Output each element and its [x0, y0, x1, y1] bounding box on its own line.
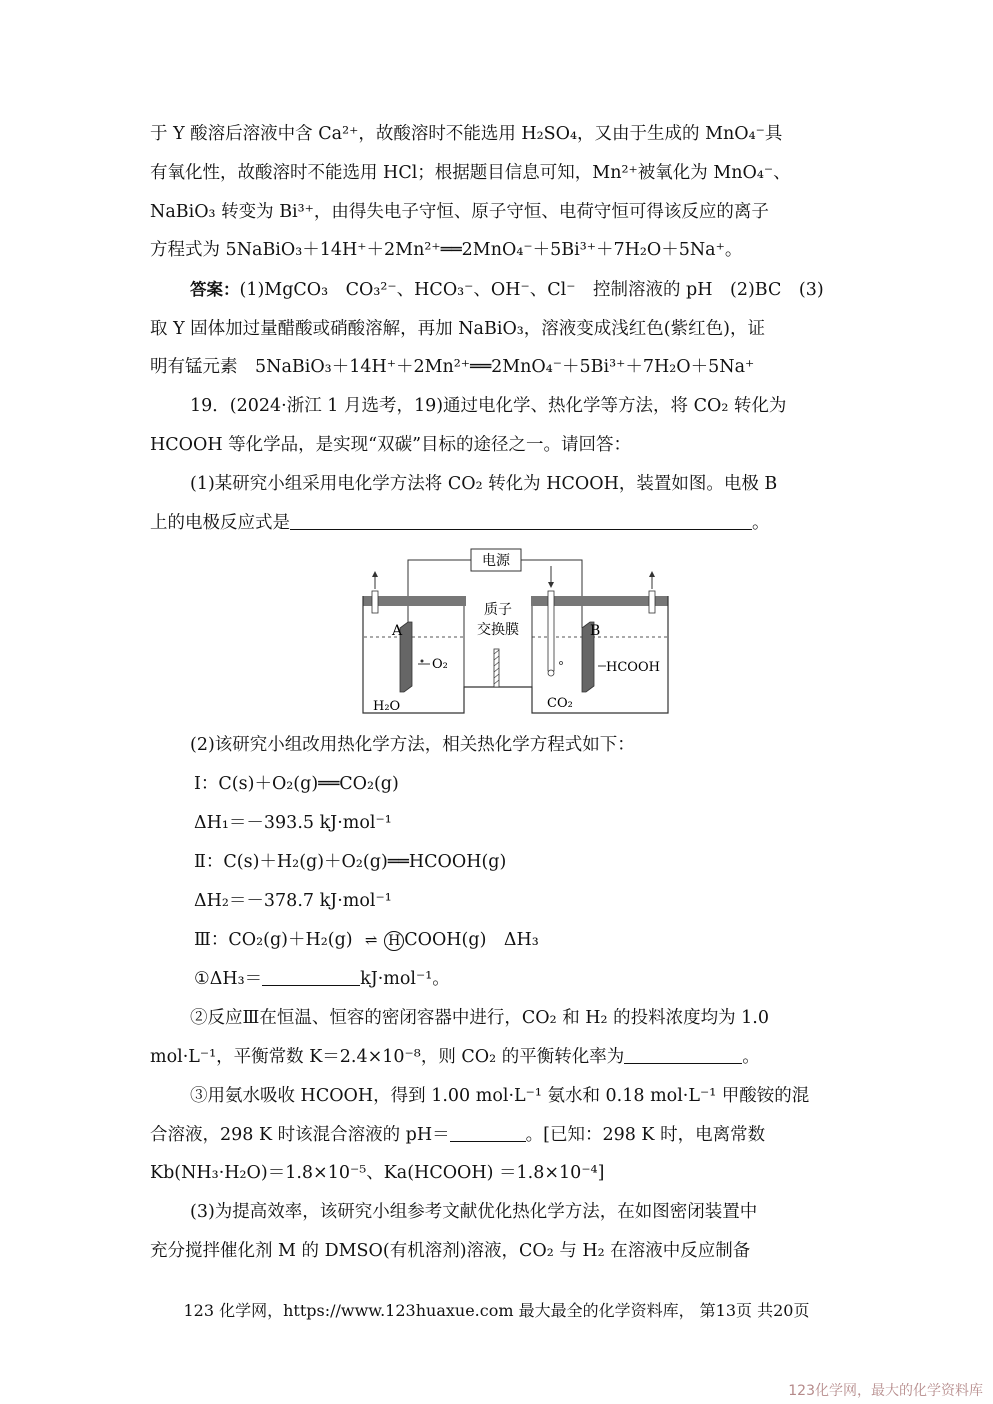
text-line: NaBiO₃ 转变为 Bi³⁺，由得失电子守恒、原子守恒、电荷守恒可得该反应的离子: [150, 202, 769, 222]
text-line: HCOOH 等化学品，是实现“双碳”目标的途径之一。请回答：: [150, 435, 632, 455]
text-line: 有氧化性，故酸溶时不能选用 HCl；根据题目信息可知，Mn²⁺被氧化为 MnO₄⁻、: [150, 163, 791, 183]
question-text: 。: [752, 513, 770, 533]
text-line: 充分搅拌催化剂 M 的 DMSO(有机溶剂)溶液，CO₂ 与 H₂ 在溶液中反应制备: [150, 1241, 751, 1261]
equation-2: Ⅱ：C(s)＋H₂(g)＋O₂(g)══HCOOH(g): [194, 852, 507, 872]
reversible-arrow-icon: ⇌: [364, 931, 378, 949]
text-line: [150, 1045, 850, 1069]
question-text: ①ΔH₃＝: [194, 969, 263, 989]
sub-question-3: ③用氨水吸收 HCOOH，得到 1.00 mol·L⁻¹ 氨水和 0.18 mol·L⁻¹ 甲酸铵的混: [190, 1086, 810, 1106]
carbon-dioxide-label: CO₂: [547, 696, 573, 711]
equation-text: COOH(g) ΔH₃: [404, 930, 539, 950]
text-line: (2)该研究小组改用热化学方法，相关热化学方程式如下：: [190, 735, 635, 755]
circled-letter: H: [384, 931, 404, 951]
enthalpy-2: ΔH₂＝－378.7 kJ·mol⁻¹: [194, 891, 392, 911]
membrane-label-2: 交换膜: [477, 622, 519, 638]
answer-line: [190, 278, 890, 302]
oxygen-label: O₂: [432, 657, 448, 672]
electrode-a-label: A: [392, 623, 403, 639]
membrane-label-1: 质子: [484, 602, 512, 618]
text-line: (3)为提高效率，该研究小组参考文献优化热化学方法，在如图密闭装置中: [190, 1202, 758, 1222]
question-19-title: 19．(2024·浙江 1 月选考，19)通过电化学、热化学等方法，将 CO₂ 转化为: [190, 396, 787, 416]
question-text: 。: [742, 1047, 760, 1067]
equation-1: Ⅰ：C(s)＋O₂(g)══CO₂(g): [194, 774, 399, 794]
answer-label: 答案：: [190, 280, 240, 299]
formic-acid-label: HCOOH: [606, 660, 660, 675]
electrode-b-label: B: [590, 623, 601, 639]
question-text: kJ·mol⁻¹。: [360, 969, 450, 989]
text-line: 方程式为 5NaBiO₃＋14H⁺＋2Mn²⁺══2MnO₄⁻＋5Bi³⁺＋7H₂O＋5Na⁺。: [150, 240, 743, 260]
question-text: 。[已知：298 K 时，电离常数: [525, 1125, 766, 1145]
text-line: 取 Y 固体加过量醋酸或硝酸溶解，再加 NaBiO₃，溶液变成浅红色(紫红色)，证: [150, 319, 765, 339]
question-text: 上的电极反应式是: [150, 513, 290, 533]
answer-blank: [262, 969, 360, 986]
sub-question-1: [194, 967, 894, 991]
equation-3: [194, 928, 894, 952]
enthalpy-1: ΔH₁＝－393.5 kJ·mol⁻¹: [194, 813, 392, 833]
answer-blank: [624, 1047, 742, 1064]
text-line: (1)某研究小组采用电化学方法将 CO₂ 转化为 HCOOH，装置如图。电极 B: [190, 474, 778, 494]
electrolysis-apparatus-diagram: [360, 546, 675, 718]
text-line: [150, 1123, 850, 1147]
water-label: H₂O: [373, 699, 401, 714]
text-line: [150, 511, 850, 535]
question-text: 合溶液，298 K 时该混合溶液的 pH＝: [150, 1125, 450, 1145]
answer-text: (1)MgCO₃ CO₃²⁻、HCO₃⁻、OH⁻、Cl⁻ 控制溶液的 pH (2)BC (3): [239, 280, 824, 300]
answer-blank: [450, 1125, 526, 1142]
text-line: Kb(NH₃·H₂O)＝1.8×10⁻⁵、Ka(HCOOH) ＝1.8×10⁻⁴]: [150, 1163, 605, 1183]
text-line: 于 Y 酸溶后溶液中含 Ca²⁺，故酸溶时不能选用 H₂SO₄，又由于生成的 MnO₄⁻具: [150, 124, 783, 144]
answer-blank: [290, 513, 752, 530]
text-line: 明有锰元素 5NaBiO₃＋14H⁺＋2Mn²⁺══2MnO₄⁻＋5Bi³⁺＋7H₂O＋5Na⁺: [150, 357, 755, 377]
equation-text: Ⅲ：CO₂(g)＋H₂(g): [194, 930, 353, 950]
power-source-label: 电源: [482, 553, 510, 569]
question-text: mol·L⁻¹，平衡常数 K＝2.4×10⁻⁸，则 CO₂ 的平衡转化率为: [150, 1047, 625, 1067]
page-footer: 123 化学网，https://www.123huaxue.com 最大最全的化学资料库， 第13页 共20页: [183, 1301, 810, 1320]
sub-question-2: ②反应Ⅲ在恒温、恒容的密闭容器中进行，CO₂ 和 H₂ 的投料浓度均为 1.0: [190, 1008, 769, 1028]
watermark: 123化学网，最大的化学资料库: [788, 1383, 983, 1399]
